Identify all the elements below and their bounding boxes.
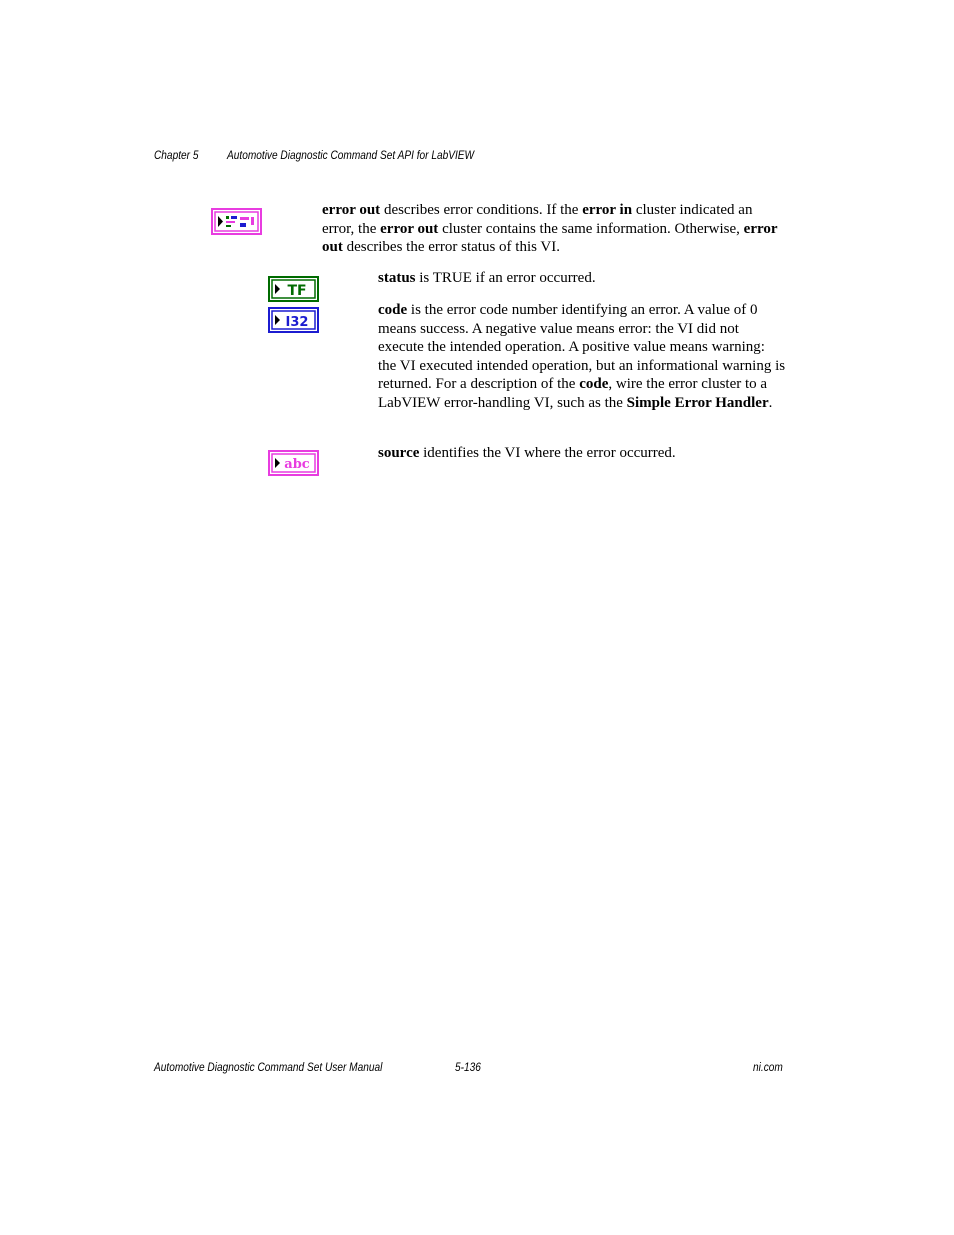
text: identifies the VI where the error occurred. [419, 445, 676, 461]
term-error-out: error out [322, 202, 381, 218]
term-status: status [378, 270, 416, 286]
term-code: code [378, 302, 408, 318]
string-abc-icon [268, 450, 321, 483]
footer-site: ni.com [753, 1062, 783, 1074]
abc-label: abc [284, 457, 310, 472]
boolean-tf-icon [268, 276, 321, 309]
term-source: source [378, 445, 420, 461]
text: cluster contains the same information. Otherwise, [438, 220, 744, 237]
text: describes the error status of this VI. [342, 239, 561, 256]
text: cluster indicated an error, the [322, 202, 753, 237]
i32-label: I32 [285, 315, 309, 330]
term-code: code [579, 376, 609, 393]
footer-manual-title: Automotive Diagnostic Command Set User Manual [154, 1062, 383, 1074]
source-description [378, 444, 788, 463]
chapter-title: Automotive Diagnostic Command Set API for LabVIEW [227, 150, 475, 162]
term-simple-error-handler: Simple Error Handler [626, 394, 769, 411]
chapter-label: Chapter 5 [154, 150, 199, 162]
term-error-in: error in [582, 202, 633, 218]
status-description [378, 269, 788, 288]
error-cluster-icon [211, 208, 263, 241]
text: . [768, 394, 773, 411]
i32-icon [268, 307, 321, 340]
tf-label: TF [287, 283, 307, 299]
term-error-out: error out [380, 220, 439, 237]
term-error-out: error out [322, 220, 778, 256]
error-out-description [322, 201, 782, 257]
text: is TRUE if an error occurred. [415, 270, 596, 286]
code-description [378, 301, 786, 413]
text: , wire the error cluster to a LabVIEW error-handling VI, such as the [378, 376, 768, 411]
text: describes error conditions. If the [380, 202, 583, 218]
text: is the error code number identifying an error. A value of 0 means success. A negative value means error: the VI did not execute the intended operation. A positive value means warning: the VI executed intended operation, but an informational warning is returned. For a description of the [378, 302, 786, 393]
footer-page-number: 5-136 [455, 1062, 481, 1074]
